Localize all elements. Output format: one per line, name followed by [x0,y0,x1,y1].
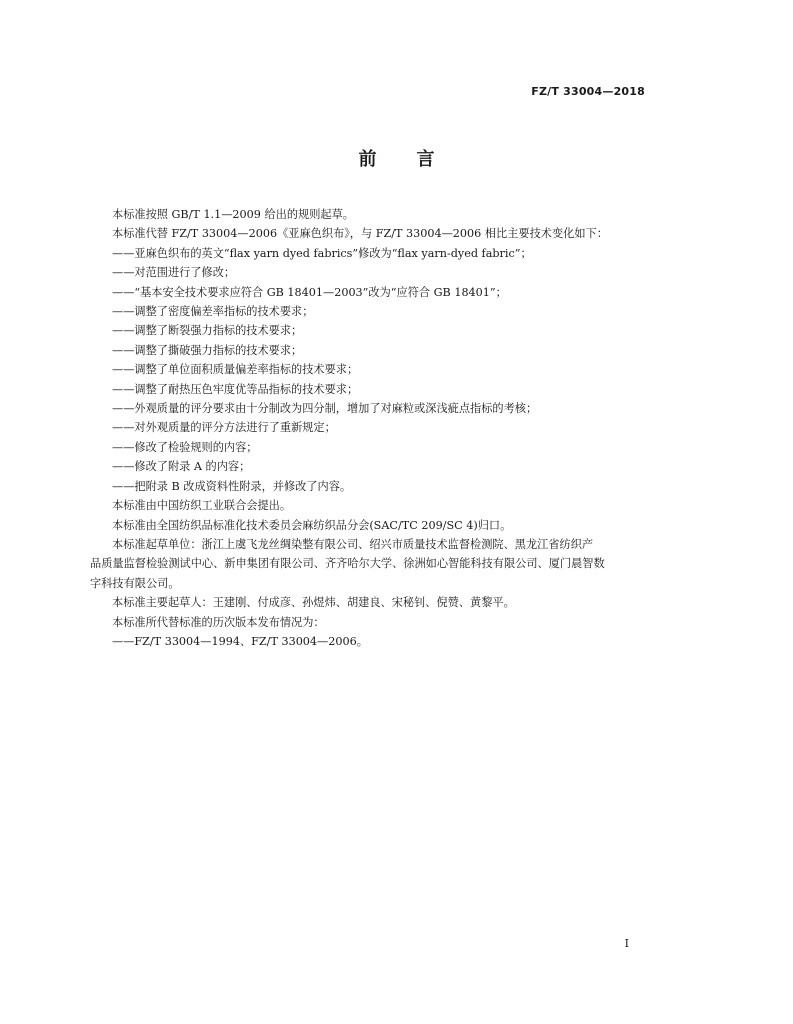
list-item: ——把附录 B 改成资料性附录，并修改了内容。 [112,479,352,493]
list-item: ——对范围进行了修改； [112,266,236,280]
paragraph-history-intro: 本标准所代替标准的历次版本发布情况为： [112,615,325,629]
paragraph-drafting-rules: 本标准按照 GB/T 1.1—2009 给出的规则起草。 [112,208,354,221]
list-item: ——外观质量的评分要求由十分制改为四分制，增加了对麻粒或深浅疵点指标的考核； [112,402,538,416]
drafting-units-line: 品质量监督检验测试中心、新申集团有限公司、齐齐哈尔大学、徐洲如心智能科技有限公司、厦门晨智数 [90,557,605,571]
list-item: ——调整了耐热压色牢度优等品指标的技术要求； [112,382,359,396]
page-title: 前言 [358,149,475,170]
list-item: ——调整了断裂强力指标的技术要求； [112,324,303,338]
drafting-units-line: 字科技有限公司。 [90,576,180,590]
paragraph-proposed-by: 本标准由中国纺织工业联合会提出。 [112,499,292,513]
paragraph-replaces: 本标准代替 FZ/T 33004—2006《亚麻色织布》，与 FZ/T 33004—2006 相比主要技术变化如下： [112,227,608,241]
history-item: ——FZ/T 33004—1994、FZ/T 33004—2006。 [112,634,368,648]
list-item: ——对外观质量的评分方法进行了重新规定； [112,421,336,435]
list-item: ——修改了检验规则的内容； [112,440,258,454]
foreword-body [90,205,652,651]
changes-list [112,244,652,496]
list-item: ——修改了附录 A 的内容； [112,460,251,474]
paragraph-drafters: 本标准主要起草人：王建刚、付成彦、孙煜炜、胡建良、宋秘钊、倪赞、黄黎平。 [112,596,515,610]
list-item: ——亚麻色织布的英文“flax yarn dyed fabrics”修改为“flax yarn-dyed fabric”； [112,246,532,260]
standard-code: FZ/T 33004—2018 [531,85,645,98]
list-item: ——调整了单位面积质量偏差率指标的技术要求； [112,363,359,377]
drafting-units-line: 本标准起草单位：浙江上虞飞龙丝绸染整有限公司、绍兴市质量技术监督检测院、黑龙江省纺织产 [112,537,594,551]
list-item: ——“基本安全技术要求应符合 GB 18401—2003”改为“应符合 GB 18401”； [112,285,507,299]
paragraph-centralized-by: 本标准由全国纺织品标准化技术委员会麻纺织品分会(SAC/TC 209/SC 4)归口。 [112,518,512,532]
paragraph-drafting-units [90,535,652,593]
page-number: I [624,937,629,950]
list-item: ——调整了密度偏差率指标的技术要求； [112,305,314,319]
list-item: ——调整了撕破强力指标的技术要求； [112,343,303,357]
